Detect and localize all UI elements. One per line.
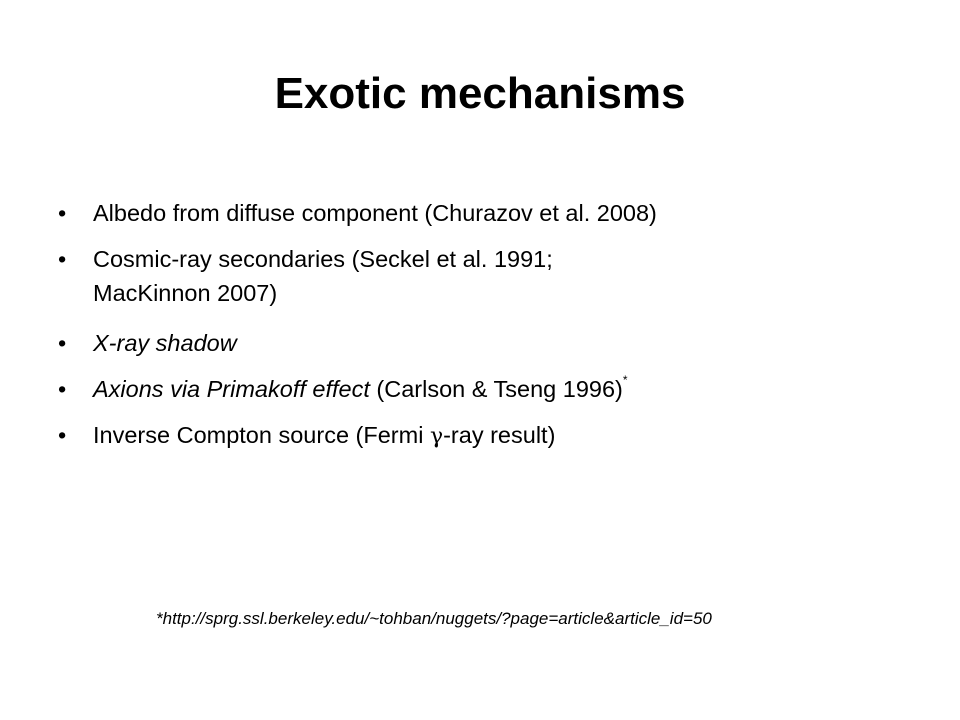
bullet-xray-shadow: [58, 326, 918, 360]
bullet-albedo: [58, 196, 918, 230]
bullet-axions: [58, 372, 918, 406]
bullet-text-line1: Cosmic-ray secondaries (Seckel et al. 1991;: [93, 246, 553, 272]
bullet-marker: •: [58, 376, 67, 402]
bullet-text: Albedo from diffuse component (Churazov et al. 2008): [93, 200, 657, 226]
bullet-cosmic-ray: [58, 242, 918, 310]
bullet-text-before: Inverse Compton source (Fermi: [93, 422, 430, 448]
bullet-marker: •: [58, 246, 67, 272]
bullet-text-rest: (Carlson & Tseng 1996): [369, 376, 623, 402]
bullet-marker: •: [58, 330, 67, 356]
bullet-text: X-ray shadow: [93, 330, 237, 356]
footnote-marker: *: [622, 373, 628, 388]
bullet-list: [58, 196, 918, 466]
bullet-text-italic: Axions via Primakoff effect: [93, 376, 370, 402]
bullet-text-line2: MacKinnon 2007): [93, 280, 278, 306]
footnote-url: *http://sprg.ssl.berkeley.edu/~tohban/nuggets/?page=article&article_id=50: [156, 609, 712, 628]
bullet-marker: •: [58, 422, 67, 448]
bullet-inverse-compton: [58, 418, 918, 454]
slide-title: Exotic mechanisms: [274, 69, 686, 118]
bullet-text-after: -ray result): [443, 422, 556, 448]
bullet-marker: •: [58, 200, 67, 226]
gamma-symbol: γ: [429, 424, 444, 449]
